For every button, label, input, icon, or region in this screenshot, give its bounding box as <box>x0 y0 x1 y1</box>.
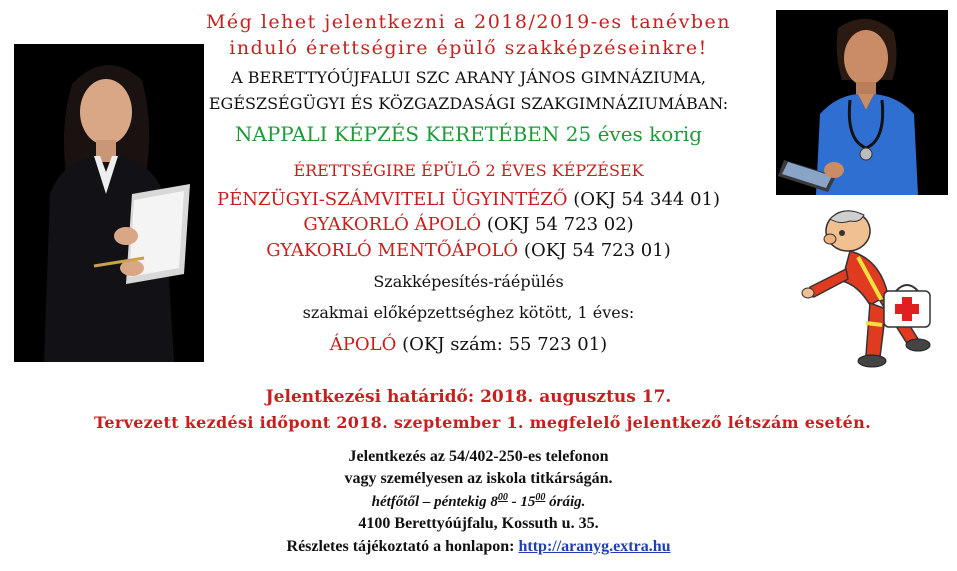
course-code: (OKJ 54 723 01) <box>523 240 671 261</box>
supplementary-line-2: szakmai előképzettséghez kötött, 1 éves: <box>302 303 635 322</box>
supplementary-course-code: (OKJ szám: 55 723 01) <box>402 334 608 355</box>
planned-start-date: Tervezett kezdési időpont 2018. szeptember 1. megfelelő jelentkező létszám esetén. <box>94 413 871 432</box>
contact-in-person: vagy személyesen az iskola titkárságán. <box>344 470 613 487</box>
school-name-line-1: A BERETTYÓÚJFALUI SZC ARANY JÁNOS GIMNÁZIUMA, <box>231 68 706 87</box>
website-line <box>0 538 957 556</box>
office-hours-mid: - 15 <box>507 494 536 510</box>
course-code: (OKJ 54 344 01) <box>573 189 721 210</box>
course-item <box>0 189 947 210</box>
office-hours-suffix: óráig. <box>545 494 586 510</box>
course-name: PÉNZÜGYI-SZÁMVITELI ÜGYINTÉZŐ <box>216 189 568 210</box>
school-name-line-2: EGÉSZSÉGÜGYI ÉS KÖZGAZDASÁGI SZAKGIMNÁZIUMÁBAN: <box>208 94 729 113</box>
course-code: (OKJ 54 723 02) <box>486 214 634 235</box>
two-year-heading: ÉRETTSÉGIRE ÉPÜLŐ 2 ÉVES KÉPZÉSEK <box>293 161 644 180</box>
headline-line-1: Még lehet jelentkezni a 2018/2019-es tanévben <box>205 11 732 33</box>
supplementary-course-name: ÁPOLÓ <box>329 334 397 355</box>
contact-phone: Jelentkezés az 54/402-250-es telefonon <box>348 448 609 465</box>
course-name: GYAKORLÓ ÁPOLÓ <box>303 214 482 235</box>
course-item <box>0 214 947 235</box>
office-hours <box>0 492 957 511</box>
supplementary-line-1: Szakképesítés-ráépülés <box>373 272 564 291</box>
office-hours-to-minutes: 00 <box>535 492 546 503</box>
office-hours-from-minutes: 00 <box>497 492 508 503</box>
supplementary-course <box>0 334 947 355</box>
school-address: 4100 Berettyóújfalu, Kossuth u. 35. <box>358 515 599 532</box>
daytime-training: NAPPALI KÉPZÉS KERETÉBEN 25 éves korig <box>234 122 703 146</box>
application-deadline: Jelentkezési határidő: 2018. augusztus 17. <box>265 387 672 407</box>
course-item <box>0 240 947 261</box>
course-name: GYAKORLÓ MENTŐÁPOLÓ <box>266 240 519 261</box>
website-link[interactable]: http://aranyg.extra.hu <box>518 538 671 555</box>
website-label: Részletes tájékoztató a honlapon: <box>286 538 519 555</box>
office-hours-prefix: hétfőtől – péntekig 8 <box>371 494 498 510</box>
headline-line-2: induló érettségire épülő szakképzéseinkre! <box>229 37 708 59</box>
